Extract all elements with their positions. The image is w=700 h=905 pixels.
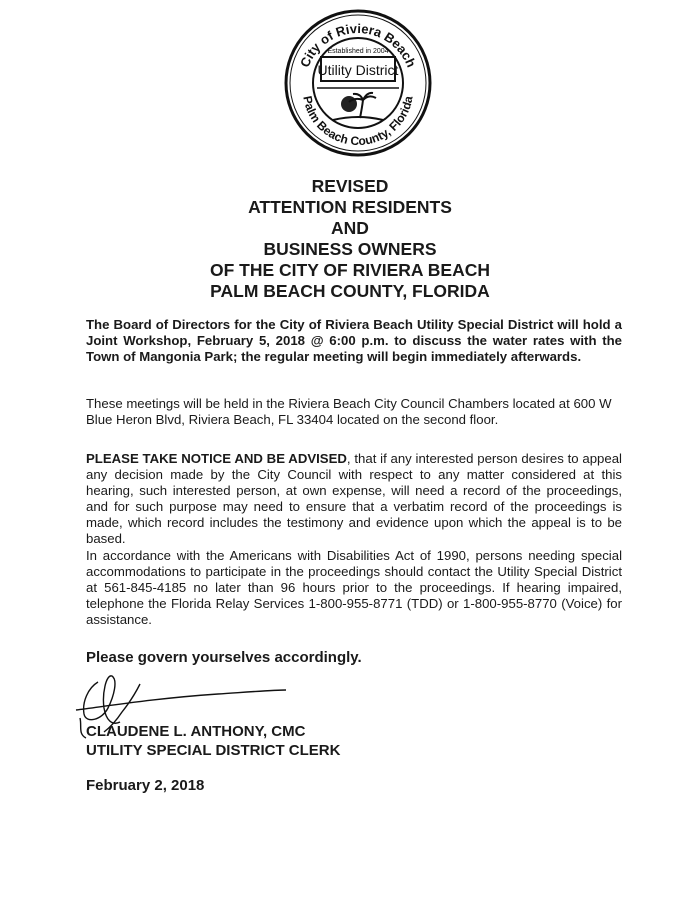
title-line-and: AND <box>331 218 369 238</box>
title-line-attention: ATTENTION RESIDENTS <box>248 197 452 217</box>
notice-title <box>0 176 700 302</box>
title-line-revised: REVISED <box>311 176 389 196</box>
signer-block <box>86 722 340 760</box>
signer-title: UTILITY SPECIAL DISTRICT CLERK <box>86 742 341 759</box>
title-line-county: PALM BEACH COUNTY, FLORIDA <box>210 281 490 301</box>
notice-date: February 2, 2018 <box>86 777 205 794</box>
appeal-notice-paragraph <box>86 451 622 547</box>
meeting-announcement-paragraph: The Board of Directors for the City of Riviera Beach Utility Special District will hold a Joint Workshop, February 5, 2018 @ 6:00 p.m. to discuss the water rates with the Town of Mangonia Park; the regular meeting will begin immediately afterwards. <box>86 317 622 364</box>
signer-name: CLAUDENE L. ANTHONY, CMC <box>86 723 306 740</box>
appeal-notice-body: , that if any interested person desires to appeal any decision made by the City Council with respect to any matter considered at this hearing, such interested person, at own expense, will need a record of the proceedings, and for such purpose may need to ensure that a verbatim record of the proceedings is made, which record includes the testimony and evidence upon which the appeal is to be based. <box>86 451 622 546</box>
seal-ring-top-text: City of Riviera Beach <box>296 20 420 70</box>
utility-district-seal <box>283 8 433 158</box>
title-line-city: OF THE CITY OF RIVIERA BEACH <box>209 260 491 280</box>
seal-established: Established in 2004 <box>327 48 389 55</box>
closing-line: Please govern yourselves accordingly. <box>86 649 362 666</box>
title-line-business: BUSINESS OWNERS <box>263 239 437 259</box>
meeting-location-paragraph: These meetings will be held in the Riviera Beach City Council Chambers located at 600 W Blue Heron Blvd, Riviera Beach, FL 33404 located on the second floor. <box>86 396 612 427</box>
seal-name: Utility District <box>317 62 399 78</box>
ada-paragraph: In accordance with the Americans with Disabilities Act of 1990, persons needing special accommodations to participate in the proceedings should contact the Utility Special District at 561-845-4185 no later than 96 hours prior to the proceedings. If hearing impaired, telephone the Florida Relay Services 1-800-955-8771 (TDD) or 1-800-955-8770 (Voice) for assistance. <box>86 548 622 627</box>
seal-ring-bottom-text: Palm Beach County, Florida <box>300 94 416 149</box>
appeal-notice-lead: PLEASE TAKE NOTICE AND BE ADVISED <box>86 451 347 466</box>
